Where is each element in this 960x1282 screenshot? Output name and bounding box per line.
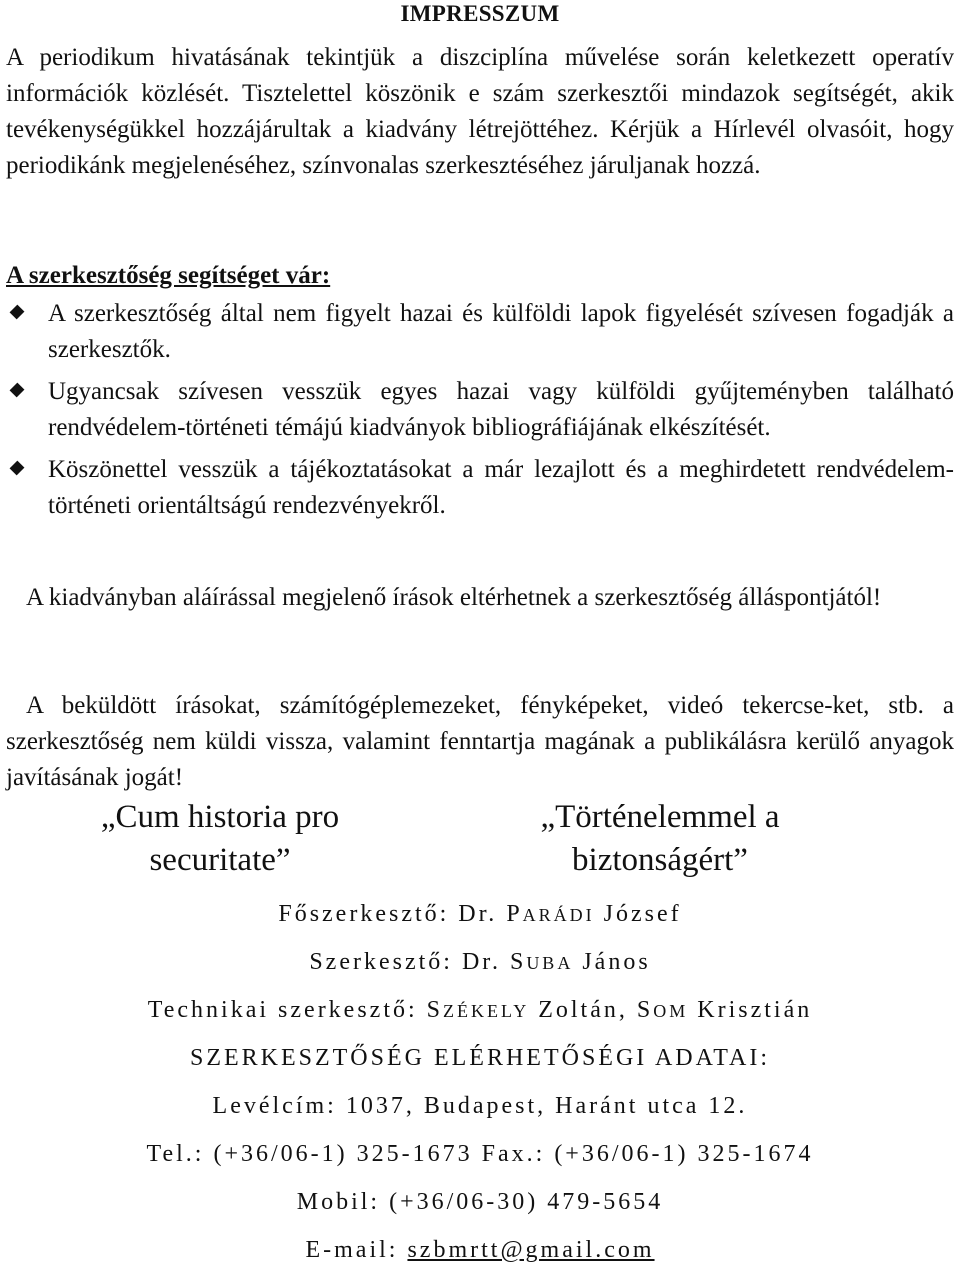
latin-motto-line1: „Cum historia pro [100,799,340,835]
list-item-text: Köszönettel vesszük a tájékoztatásokat a már lezajlott és a meghirdetett rendvédelem-történeti orientáltságú rendezvényekről. [48,456,954,519]
editor-surname [510,949,573,975]
list-item-text: A szerkesztőség által nem figyelt hazai és külföldi lapok figyelését szívesen fogadják a szerkesztők. [48,300,954,363]
diamond-bullet-icon [10,461,25,476]
address-line: Levélcím: 1037, Budapest, Haránt utca 12. [212,1093,748,1119]
tech1-surname [427,997,530,1023]
technical-editor-label: Technikai szerkesztő: [147,997,418,1023]
surname-rest: OM [653,1001,689,1021]
surname-rest: ZÉKELY [443,1001,530,1021]
latin-motto-line2: securitate” [149,842,291,878]
email-label: E-mail: [305,1237,399,1263]
surname-initial: S [426,997,444,1023]
surname-rest: UBA [526,953,574,973]
editor-given-name: János [582,949,651,975]
phone-fax-line: Tel.: (+36/06-1) 325-1673 Fax.: (+36/06-1) 325-1674 [146,1141,814,1167]
surname-rest: ARÁDI [522,905,595,925]
chief-editor-line [0,898,960,946]
surname-initial: S [636,997,654,1023]
submission-paragraph: A beküldött írásokat, számítógéplemezeket, fényképeket, videó tekercse-ket, stb. a szerkesztőség nem küldi vissza, valamint fenntartja magának a publikálásra kerülő anyagok javításának jogát! [6,692,954,791]
list-item [6,296,954,368]
list-item-text: Ugyancsak szívesen vesszük egyes hazai vagy külföldi gyűjteményben található rendvédelem-történeti témájú kiadványok bibliográfiájának elkészítését. [48,378,954,441]
intro-paragraph: A periodikum hivatásának tekintjük a diszciplína művelése során keletkezett operatív információk közlését. Tisztelettel köszönik e szám szerkesztői mindazok segítségét, akik tevékenységükkel hozzájárultak a kiadvány létrejöttéhez. Kérjük a Hírlevél olvasóit, hogy periodikánk megjelenéséhez, színvonalas szerkesztéséhez járuljanak hozzá. [6,44,954,179]
chief-editor-given-name: József [603,901,682,927]
technical-editor-line [0,994,960,1042]
surname-initial: S [509,949,527,975]
hungarian-motto [490,796,830,882]
editor-line [0,946,960,994]
chief-editor-surname [506,901,594,927]
latin-motto [50,796,390,882]
tech2-surname [637,997,688,1023]
mobile-line: Mobil: (+36/06-30) 479-5654 [296,1189,664,1215]
editor-label: Szerkesztő: Dr. [309,949,501,975]
page-title: IMPRESSZUM [400,1,560,26]
list-item [6,374,954,446]
disclaimer-paragraph: A kiadványban aláírással megjelenő írások eltérhetnek a szerkesztőség álláspontjától! [26,584,882,611]
chief-editor-label: Főszerkesztő: Dr. [278,901,498,927]
list-item [6,452,954,524]
tech2-given-name: Krisztián [697,997,813,1023]
hungarian-motto-line1: „Történelemmel a [540,799,780,835]
email-line [0,1234,960,1282]
diamond-bullet-icon [10,305,25,320]
credits-block [0,898,960,1282]
help-list [6,296,954,530]
tech1-given-name: Zoltán, [538,997,628,1023]
email-link[interactable]: szbmrtt@gmail.com [407,1237,655,1263]
hungarian-motto-line2: biztonságért” [572,842,748,878]
contact-heading: SZERKESZTŐSÉG ELÉRHETŐSÉGI ADATAI: [189,1045,771,1071]
surname-initial: P [506,901,523,927]
help-heading: A szerkesztőség segítséget vár: [6,262,331,289]
diamond-bullet-icon [10,383,25,398]
